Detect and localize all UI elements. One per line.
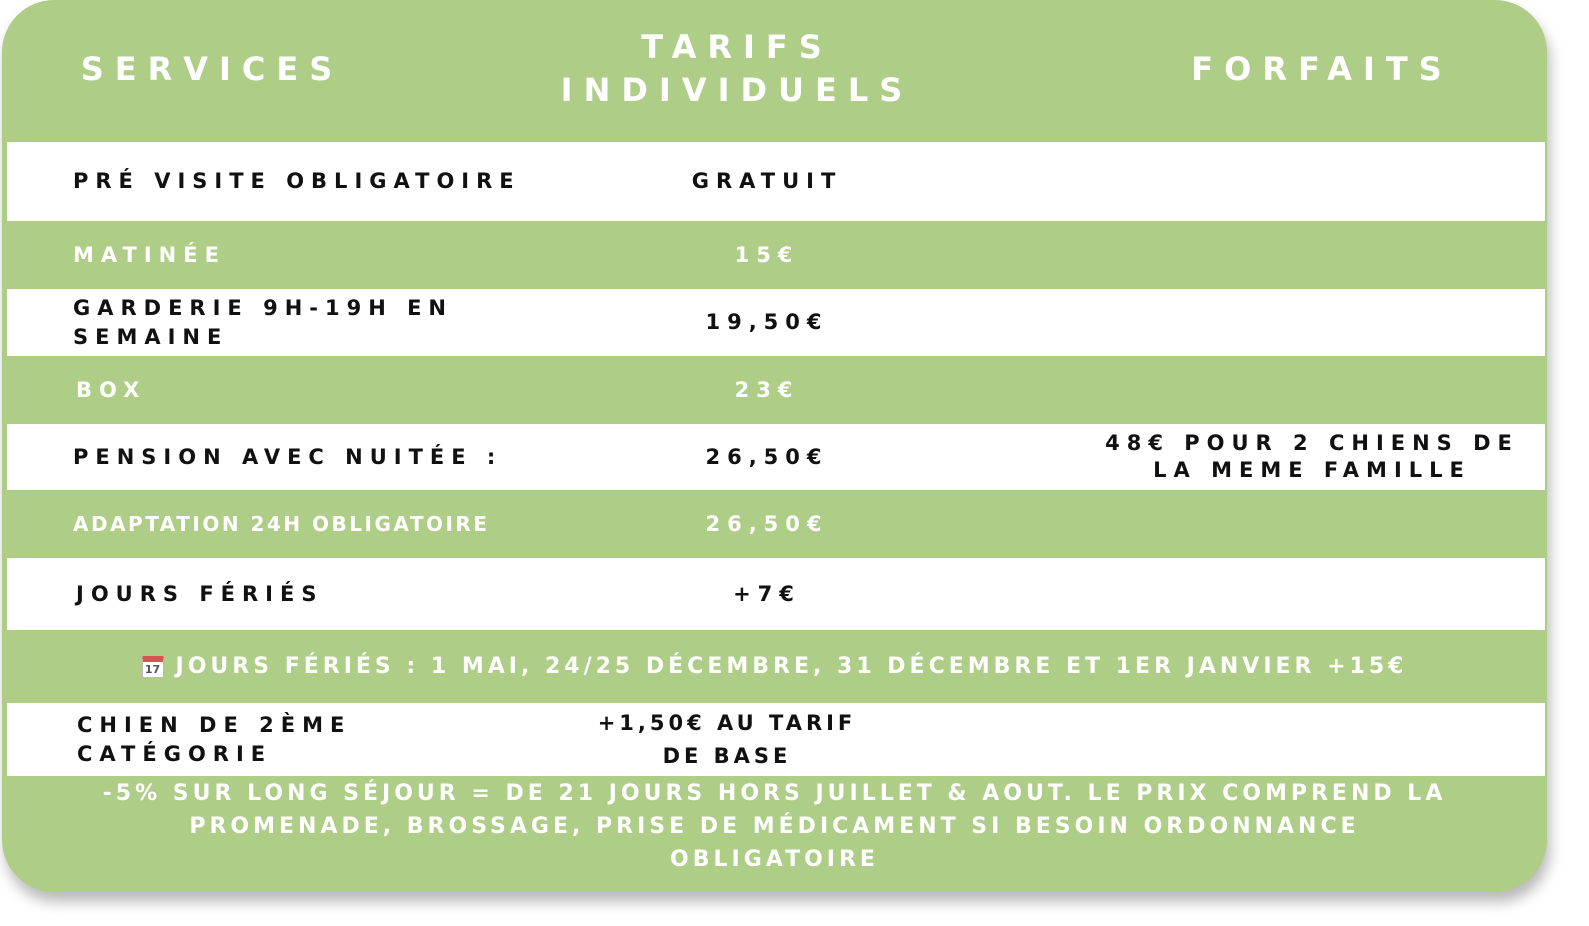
- table-row: [7, 558, 1545, 630]
- service-name: PENSION AVEC NUITÉE :: [73, 444, 503, 469]
- header-tarifs-line1: TARIFS: [641, 28, 833, 66]
- tarif-value: 15€: [734, 242, 800, 267]
- tarif-value: +1,50€ AU TARIF DE BASE: [597, 710, 857, 768]
- forfait-value: [1077, 221, 1547, 289]
- tarif-value: 23€: [734, 377, 800, 402]
- service-name: JOURS FÉRIÉS: [76, 581, 324, 606]
- header-tarifs-individuels: [532, 26, 942, 112]
- price-table-card: [2, 0, 1547, 892]
- tarif-value: 19,50€: [705, 310, 829, 334]
- holiday-banner: [2, 630, 1547, 703]
- table-row: [7, 490, 1545, 558]
- tarif-value: GRATUIT: [691, 169, 843, 193]
- header-forfaits: FORFAITS: [1191, 50, 1453, 88]
- service-name: PRÉ VISITE OBLIGATOIRE: [73, 169, 521, 193]
- service-name: BOX: [76, 377, 147, 402]
- table-row: [7, 356, 1545, 424]
- forfait-value: [1077, 356, 1547, 424]
- forfait-value: [1077, 142, 1547, 221]
- header-services: SERVICES: [80, 50, 344, 88]
- service-name: MATINÉE: [73, 242, 226, 267]
- service-name: GARDERIE 9H-19H EN SEMAINE: [73, 295, 454, 349]
- tarif-value: 26,50€: [705, 444, 829, 469]
- table-row: [7, 703, 1545, 776]
- tarif-value: 26,50€: [705, 511, 829, 536]
- service-name: ADAPTATION 24H OBLIGATOIRE: [73, 511, 490, 536]
- table-row: [7, 289, 1545, 356]
- table-row: [7, 221, 1545, 289]
- table-row: [7, 142, 1545, 221]
- service-name: CHIEN DE 2ÈME CATÉGORIE: [77, 712, 352, 766]
- calendar-icon: 17: [142, 656, 164, 678]
- tarif-value: +7€: [733, 581, 801, 606]
- header-tarifs-line2: INDIVIDUELS: [560, 71, 914, 109]
- forfait-value: [1077, 558, 1547, 630]
- forfait-value: [1077, 289, 1547, 356]
- forfait-value: [1077, 490, 1547, 558]
- holiday-banner-text: JOURS FÉRIÉS : 1 MAI, 24/25 DÉCEMBRE, 31 DÉCEMBRE ET 1ER JANVIER +15€: [175, 654, 1408, 679]
- forfait-value: [1077, 703, 1547, 776]
- table-row: [7, 424, 1545, 490]
- footer-note: -5% SUR LONG SÉJOUR = DE 21 JOURS HORS JUILLET & AOUT. LE PRIX COMPREND LA PROMENADE, BROSSAGE, PRISE DE MÉDICAMENT SI BESOIN ORDONNANCE OBLIGATOIRE: [102, 780, 1447, 872]
- forfait-value: 48€ POUR 2 CHIENS DE LA MEME FAMILLE: [1105, 431, 1519, 482]
